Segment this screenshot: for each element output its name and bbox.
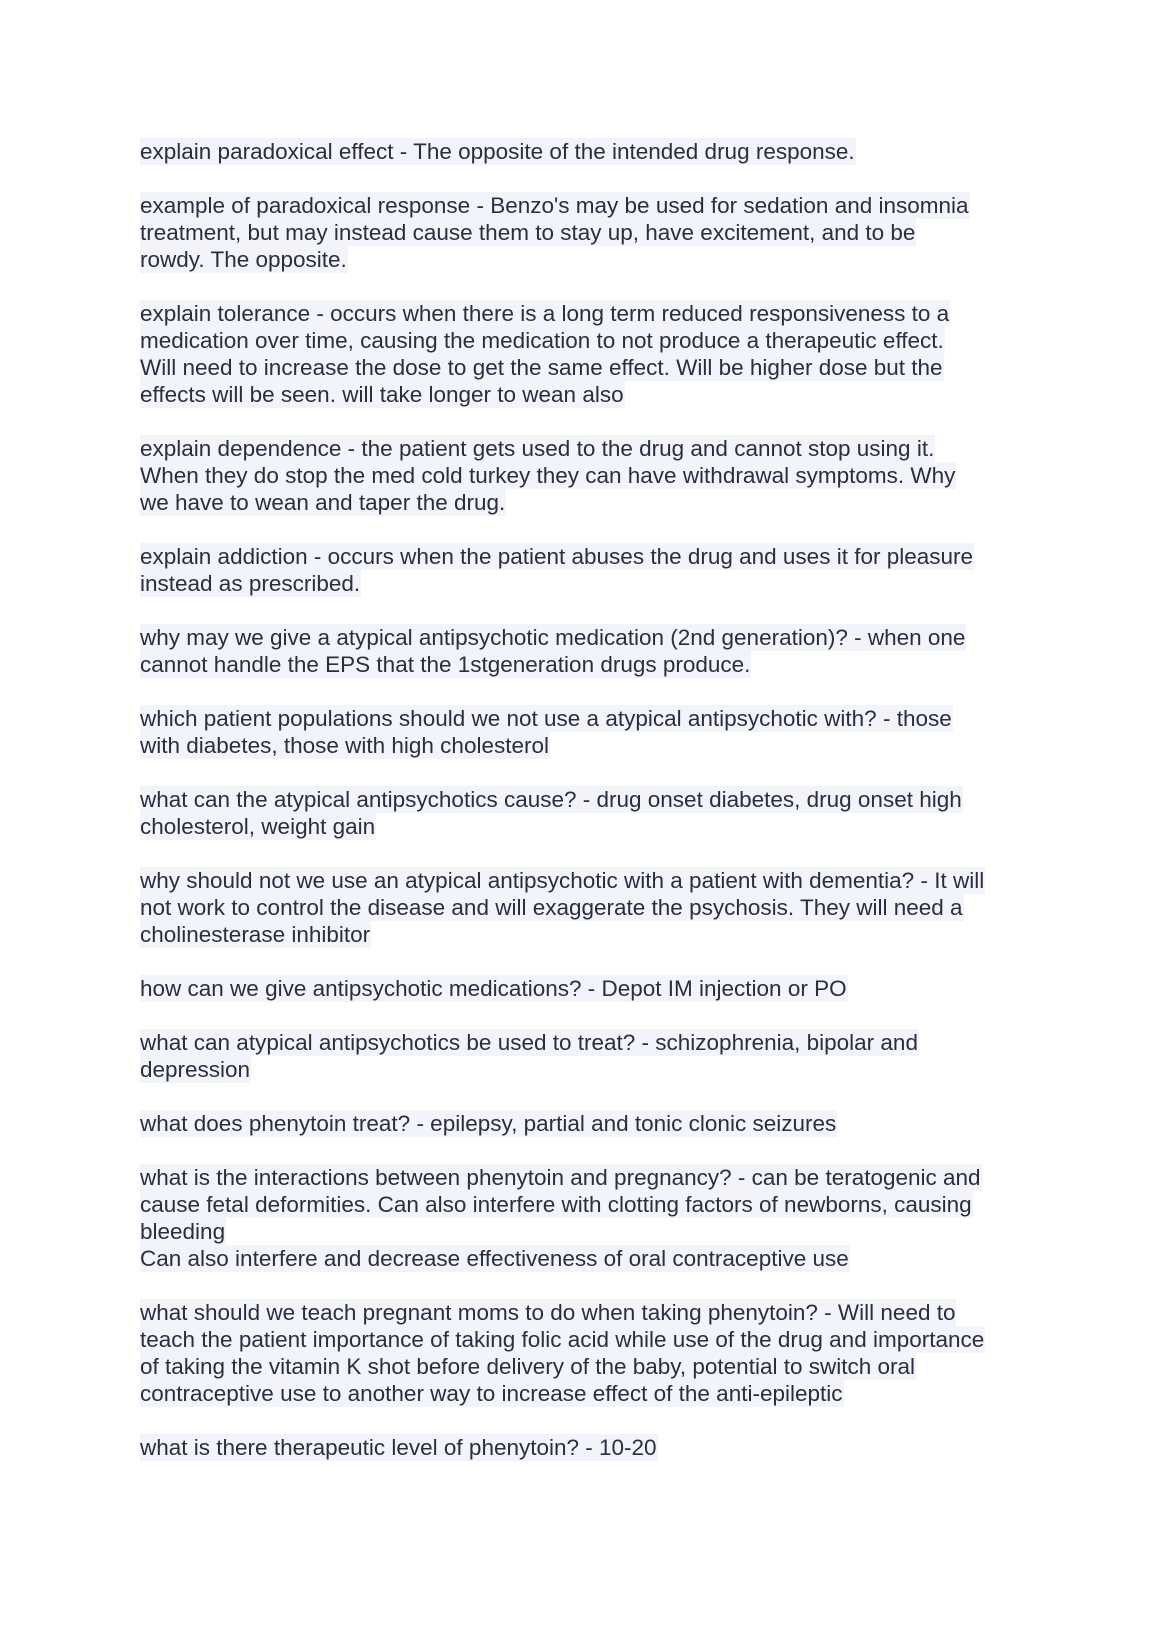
- entry-line-text: cholesterol, weight gain: [140, 814, 376, 839]
- entry-line-text: treatment, but may instead cause them to stay up, have excitement, and to be: [140, 220, 916, 245]
- entry-line: [140, 300, 1040, 327]
- entry-line: [140, 1110, 1040, 1137]
- entry-line-text: how can we give antipsychotic medications? - Depot IM injection or PO: [140, 976, 847, 1001]
- flashcard-entry: [140, 786, 1040, 840]
- entry-line-text: depression: [140, 1057, 251, 1082]
- flashcard-entry: [140, 435, 1040, 516]
- entry-line-text: contraceptive use to another way to increase effect of the anti-epileptic: [140, 1381, 843, 1406]
- entry-line-text: which patient populations should we not use a atypical antipsychotic with? - those: [140, 706, 952, 731]
- entry-line-text: explain addiction - occurs when the patient abuses the drug and uses it for pleasure: [140, 544, 974, 569]
- flashcard-entry: [140, 300, 1040, 408]
- entry-line: [140, 138, 1040, 165]
- flashcard-entry: [140, 1029, 1040, 1083]
- flashcard-entry: [140, 705, 1040, 759]
- entry-line: [140, 543, 1040, 570]
- flashcard-entry: [140, 867, 1040, 948]
- entry-line: [140, 192, 1040, 219]
- entry-line: [140, 786, 1040, 813]
- entry-line: [140, 975, 1040, 1002]
- entry-line-text: what is the interactions between phenytoin and pregnancy? - can be teratogenic and: [140, 1165, 981, 1190]
- entry-line-text: what can the atypical antipsychotics cause? - drug onset diabetes, drug onset high: [140, 787, 962, 812]
- entry-line-text: teach the patient importance of taking folic acid while use of the drug and importance: [140, 1327, 985, 1352]
- entry-line-text: what does phenytoin treat? - epilepsy, partial and tonic clonic seizures: [140, 1111, 837, 1136]
- flashcard-entry: [140, 975, 1040, 1002]
- entry-line-text: When they do stop the med cold turkey they can have withdrawal symptoms. Why: [140, 463, 956, 488]
- entry-line: [140, 1191, 1040, 1218]
- entry-line: [140, 1353, 1040, 1380]
- flashcard-entry: [140, 138, 1040, 165]
- flashcard-list: [140, 138, 1040, 1488]
- entry-line-text: of taking the vitamin K shot before delivery of the baby, potential to switch oral: [140, 1354, 916, 1379]
- entry-line: [140, 1434, 1040, 1461]
- entry-line-text: example of paradoxical response - Benzo's may be used for sedation and insomnia: [140, 193, 969, 218]
- entry-line-text: rowdy. The opposite.: [140, 247, 347, 272]
- entry-line: [140, 867, 1040, 894]
- flashcard-entry: [140, 1299, 1040, 1407]
- entry-line: [140, 381, 1040, 408]
- entry-line-text: cause fetal deformities. Can also interfere with clotting factors of newborns, causing: [140, 1192, 972, 1217]
- entry-line: [140, 1380, 1040, 1407]
- entry-line-text: explain dependence - the patient gets used to the drug and cannot stop using it.: [140, 436, 935, 461]
- entry-line-text: cholinesterase inhibitor: [140, 922, 371, 947]
- entry-line-text: explain tolerance - occurs when there is a long term reduced responsiveness to a: [140, 301, 950, 326]
- flashcard-entry: [140, 624, 1040, 678]
- entry-line: [140, 705, 1040, 732]
- entry-line-text: Will need to increase the dose to get the same effect. Will be higher dose but the: [140, 355, 943, 380]
- entry-line: [140, 624, 1040, 651]
- flashcard-entry: [140, 192, 1040, 273]
- entry-line-text: medication over time, causing the medication to not produce a therapeutic effect.: [140, 328, 944, 353]
- flashcard-entry: [140, 1110, 1040, 1137]
- entry-line-text: explain paradoxical effect - The opposite of the intended drug response.: [140, 139, 855, 164]
- entry-line: [140, 489, 1040, 516]
- entry-line: [140, 327, 1040, 354]
- entry-line: [140, 354, 1040, 381]
- entry-line-text: cannot handle the EPS that the 1stgeneration drugs produce.: [140, 652, 751, 677]
- entry-line-text: we have to wean and taper the drug.: [140, 490, 506, 515]
- entry-line: [140, 1326, 1040, 1353]
- entry-line: [140, 219, 1040, 246]
- entry-line: [140, 1164, 1040, 1191]
- entry-line-text: what can atypical antipsychotics be used to treat? - schizophrenia, bipolar and: [140, 1030, 918, 1055]
- entry-line: [140, 570, 1040, 597]
- flashcard-entry: [140, 1434, 1040, 1461]
- entry-line-text: effects will be seen. will take longer to wean also: [140, 382, 624, 407]
- entry-line: [140, 1218, 1040, 1245]
- entry-line-text: why may we give a atypical antipsychotic medication (2nd generation)? - when one: [140, 625, 966, 650]
- entry-line: [140, 1299, 1040, 1326]
- entry-line: [140, 1029, 1040, 1056]
- entry-line: [140, 246, 1040, 273]
- entry-line: [140, 435, 1040, 462]
- entry-line-text: what is there therapeutic level of phenytoin? - 10-20: [140, 1435, 657, 1460]
- entry-line: [140, 894, 1040, 921]
- entry-line-text: instead as prescribed.: [140, 571, 361, 596]
- entry-line-text: with diabetes, those with high cholesterol: [140, 733, 549, 758]
- entry-line: [140, 921, 1040, 948]
- entry-line-text: why should not we use an atypical antipsychotic with a patient with dementia? - It will: [140, 868, 985, 893]
- entry-line: [140, 1056, 1040, 1083]
- entry-line: [140, 1245, 1040, 1272]
- entry-line-text: what should we teach pregnant moms to do when taking phenytoin? - Will need to: [140, 1300, 956, 1325]
- entry-line-text: not work to control the disease and will exaggerate the psychosis. They will need a: [140, 895, 963, 920]
- entry-line: [140, 651, 1040, 678]
- flashcard-entry: [140, 543, 1040, 597]
- entry-line: [140, 732, 1040, 759]
- entry-line: [140, 813, 1040, 840]
- flashcard-entry: [140, 1164, 1040, 1272]
- entry-line-text: Can also interfere and decrease effectiveness of oral contraceptive use: [140, 1246, 849, 1271]
- entry-line: [140, 462, 1040, 489]
- entry-line-text: bleeding: [140, 1219, 226, 1244]
